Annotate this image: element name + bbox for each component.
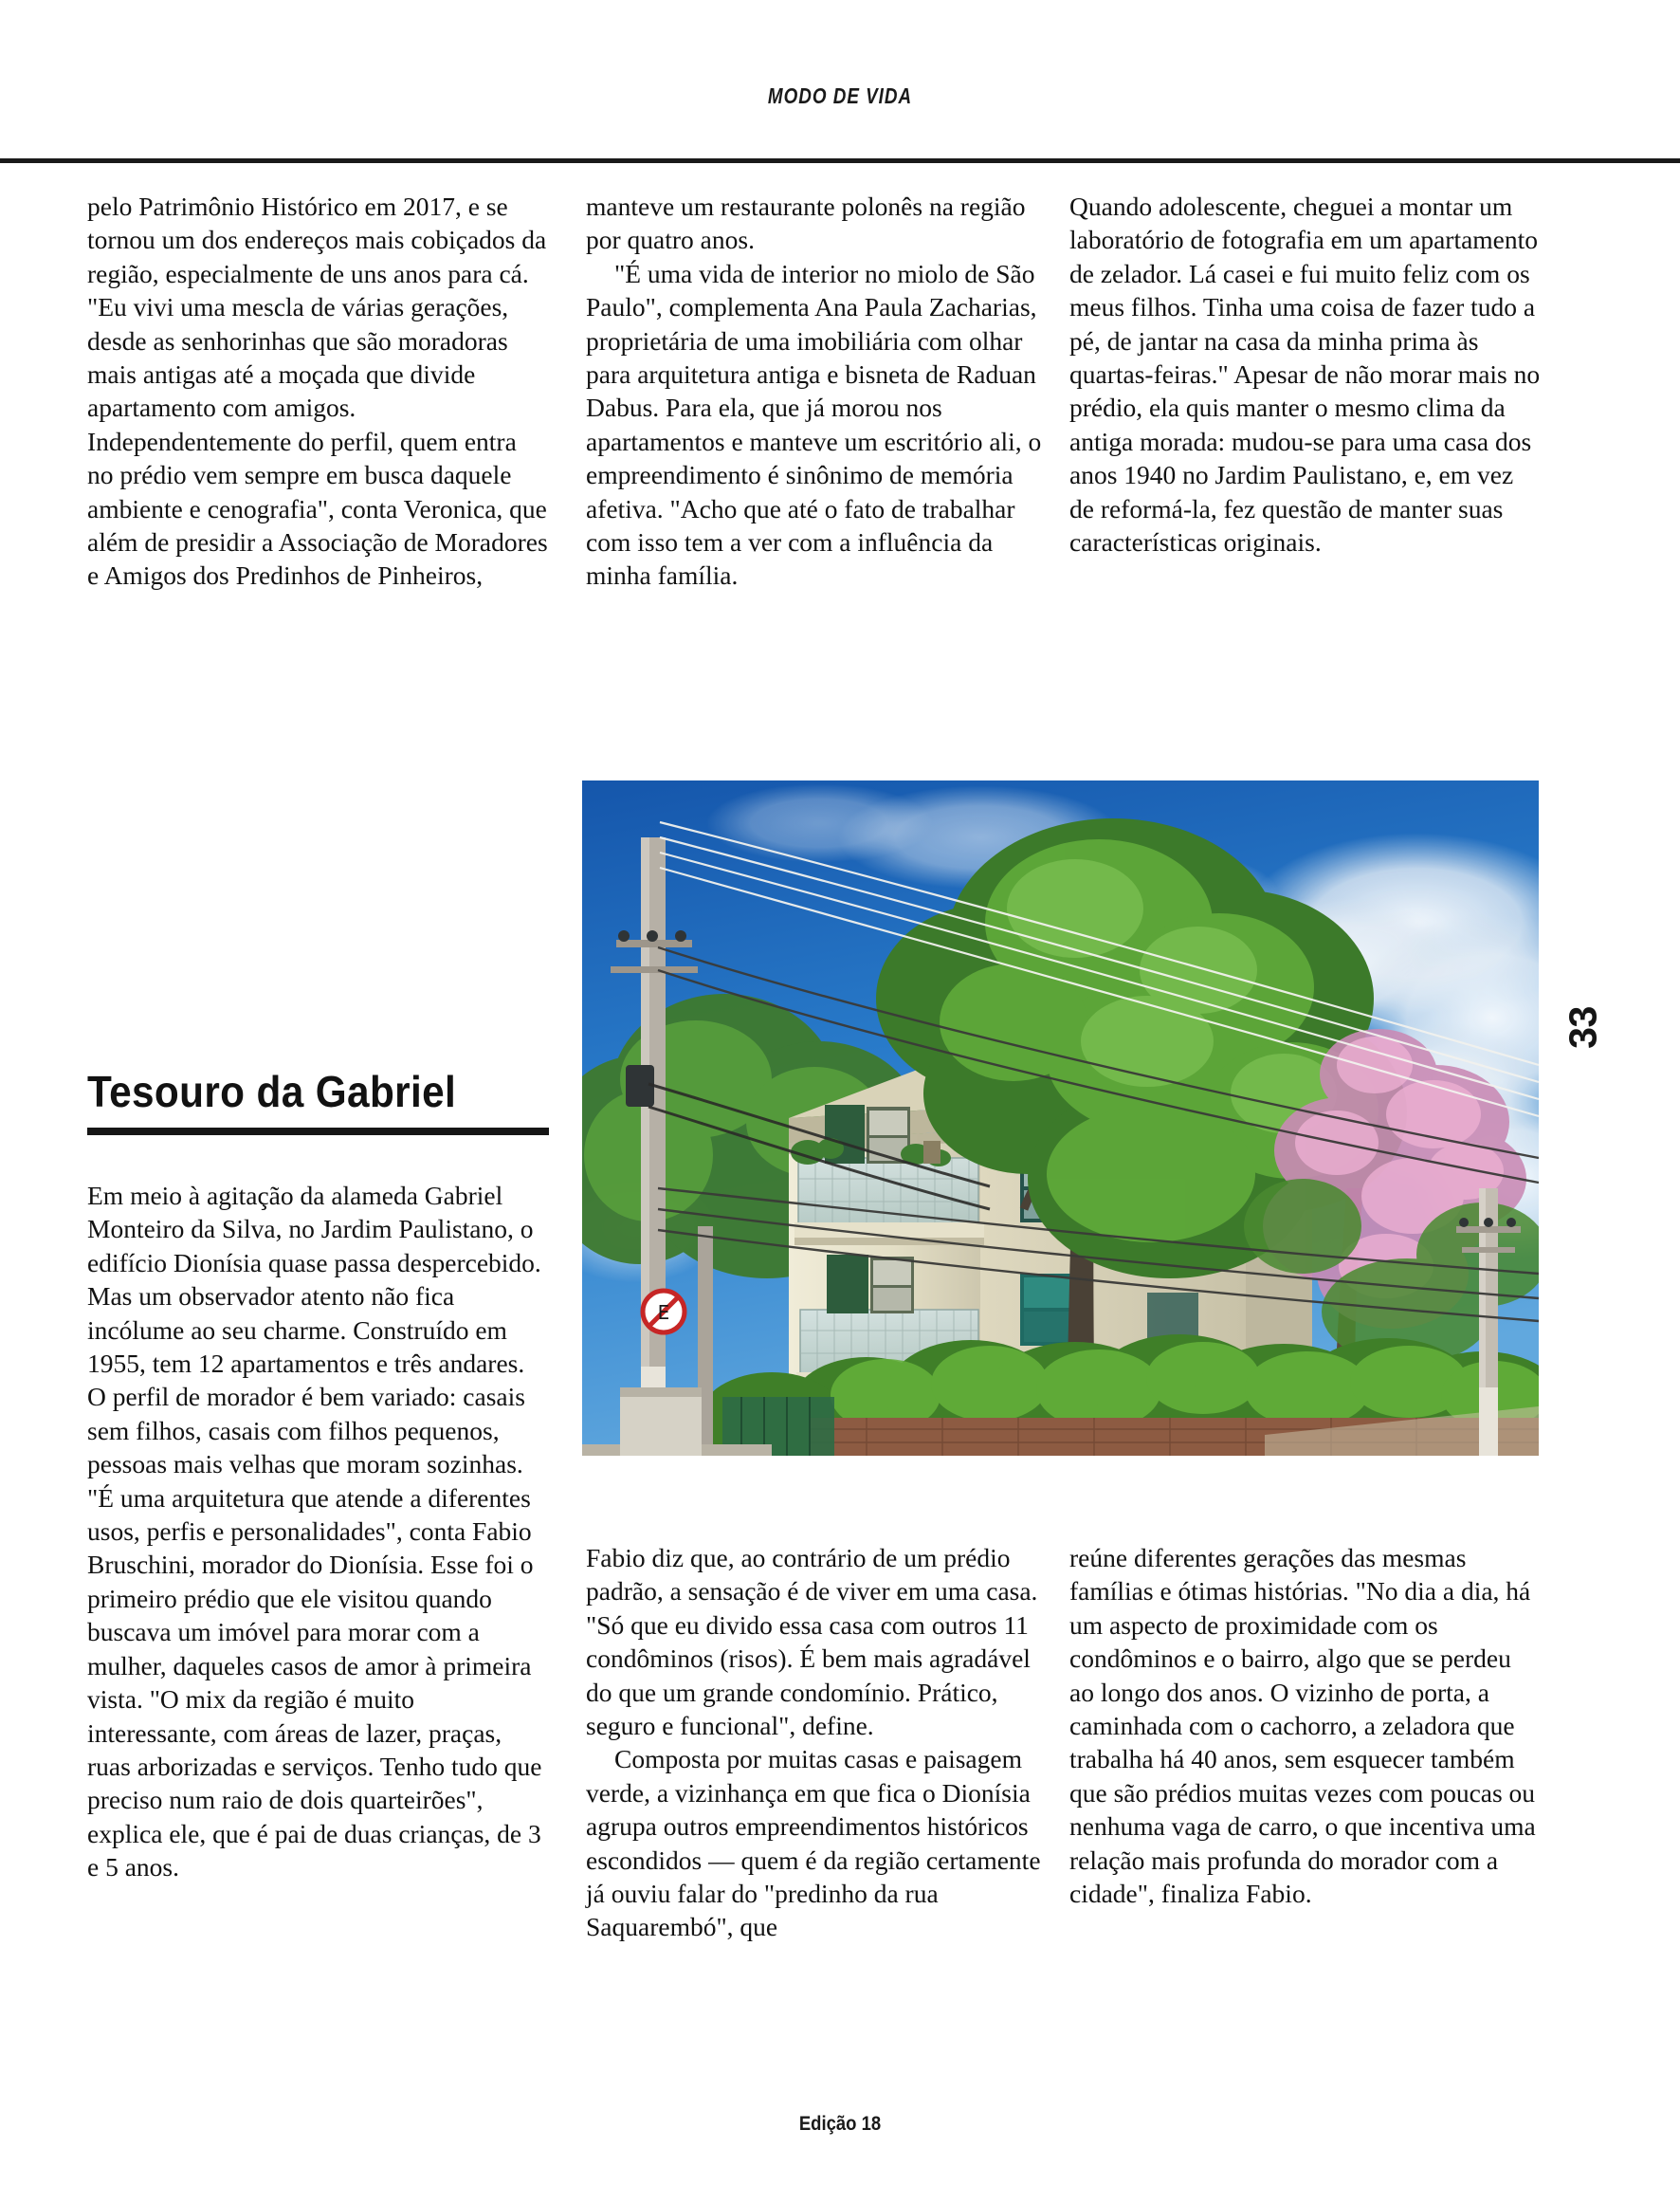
article-column-2-bottom (586, 1541, 1048, 1944)
svg-text:E: E (657, 1301, 670, 1324)
article-column-3-top (1069, 190, 1541, 559)
feature-headline-block (87, 1068, 549, 1135)
photo-illustration (582, 780, 1539, 1456)
running-head: MODO DE VIDA (767, 83, 913, 108)
building-photograph (582, 780, 1539, 1456)
paragraph: pelo Patrimônio Histórico em 2017, e se tornou um dos endereços mais cobiçados da região, especialmente de uns anos para cá. "Eu vivi uma mescla de várias gerações, desde as senhorinhas que são moradoras mais antigas até a moçada que divide apartamento com amigos. Independentemente do perfil, quem entra no prédio vem sempre em busca daquele ambiente e cenografia", conta Veronica, que além de presidir a Associação de Moradores e Amigos dos Predinhos de Pinheiros, (87, 192, 548, 591)
paragraph: Composta por muitas casas e paisagem verde, a vizinhança em que fica o Dionísia agrupa outros empreendimentos históricos escondidos — quem é da região certamente já ouviu falar do "predinho da rua Saquarembó", que (586, 1744, 1041, 1942)
feature-column-1-body (87, 1179, 549, 1884)
paragraph: "É uma vida de interior no miolo de São Paulo", complementa Ana Paula Zacharias, proprietária de uma imobiliária com olhar para arquitetura antiga e bisneta de Raduan Dabus. Para ela, que já morou nos apartamentos e manteve um escritório ali, o empreendimento é sinônimo de memória afetiva. "Acho que até o fato de trabalhar com isso tem a ver com a influência da minha família. (586, 258, 1042, 591)
header-rule (0, 158, 1680, 163)
paragraph: Quando adolescente, cheguei a montar um laboratório de fotografia em um apartamento de zelador. Lá casei e fui muito feliz com os meus filhos. Tinha uma coisa de fazer tudo a pé, de jantar na casa da minha prima às quartas-feiras." Apesar de não morar mais no prédio, ela quis manter o mesmo clima da antiga morada: mudou-se para uma casa dos anos 1940 no Jardim Paulistano, e, em vez de reformá-la, fez questão de manter suas características originais. (1069, 192, 1541, 558)
headline-rule (87, 1128, 549, 1135)
paragraph: manteve um restaurante polonês na região por quatro anos. (586, 192, 1026, 255)
page-title: Tesouro da Gabriel (87, 1067, 457, 1116)
page-number: 33 (1561, 1006, 1605, 1049)
article-column-1-top (87, 190, 549, 593)
edition-footer: Edição 18 (798, 2113, 882, 2135)
paragraph: Em meio à agitação da alameda Gabriel Monteiro da Silva, no Jardim Paulistano, o edifício Dionísia quase passa despercebido. Mas um observador atento não fica incólume ao seu charme. Construído em 1955, tem 12 apartamentos e três andares. O perfil de morador é bem variado: casais sem filhos, casais com filhos pequenos, pessoas mais velhas que moram sozinhas. "É uma arquitetura que atende a diferentes usos, perfis e personalidades", conta Fabio Bruschini, morador do Dionísia. Esse foi o primeiro prédio que ele visitou quando buscava um imóvel para morar com a mulher, daqueles casos de amor à primeira vista. "O mix da região é muito interessante, com áreas de lazer, praças, ruas arborizadas e serviços. Tenho tudo que preciso num raio de dois quarteirões", explica ele, que é pai de duas crianças, de 3 e 5 anos. (87, 1181, 542, 1882)
paragraph: Fabio diz que, ao contrário de um prédio padrão, a sensação é de viver em uma casa. "Só que eu divido essa casa com outros 11 condôminos (risos). É bem mais agradável do que um grande condomínio. Prático, seguro e funcional", define. (586, 1543, 1038, 1741)
paragraph: reúne diferentes gerações das mesmas famílias e ótimas histórias. "No dia a dia, há um aspecto de proximidade com os condôminos e o bairro, algo que se perdeu ao longo dos anos. O vizinho de porta, a caminhada com o cachorro, a zeladora que trabalha há 40 anos, sem esquecer também que são prédios muitas vezes com poucas ou nenhuma vaga de carro, o que incentiva uma relação mais profunda do morador com a cidade", finaliza Fabio. (1069, 1543, 1536, 1909)
article-column-2-top (586, 190, 1048, 593)
article-column-3-bottom (1069, 1541, 1541, 1910)
